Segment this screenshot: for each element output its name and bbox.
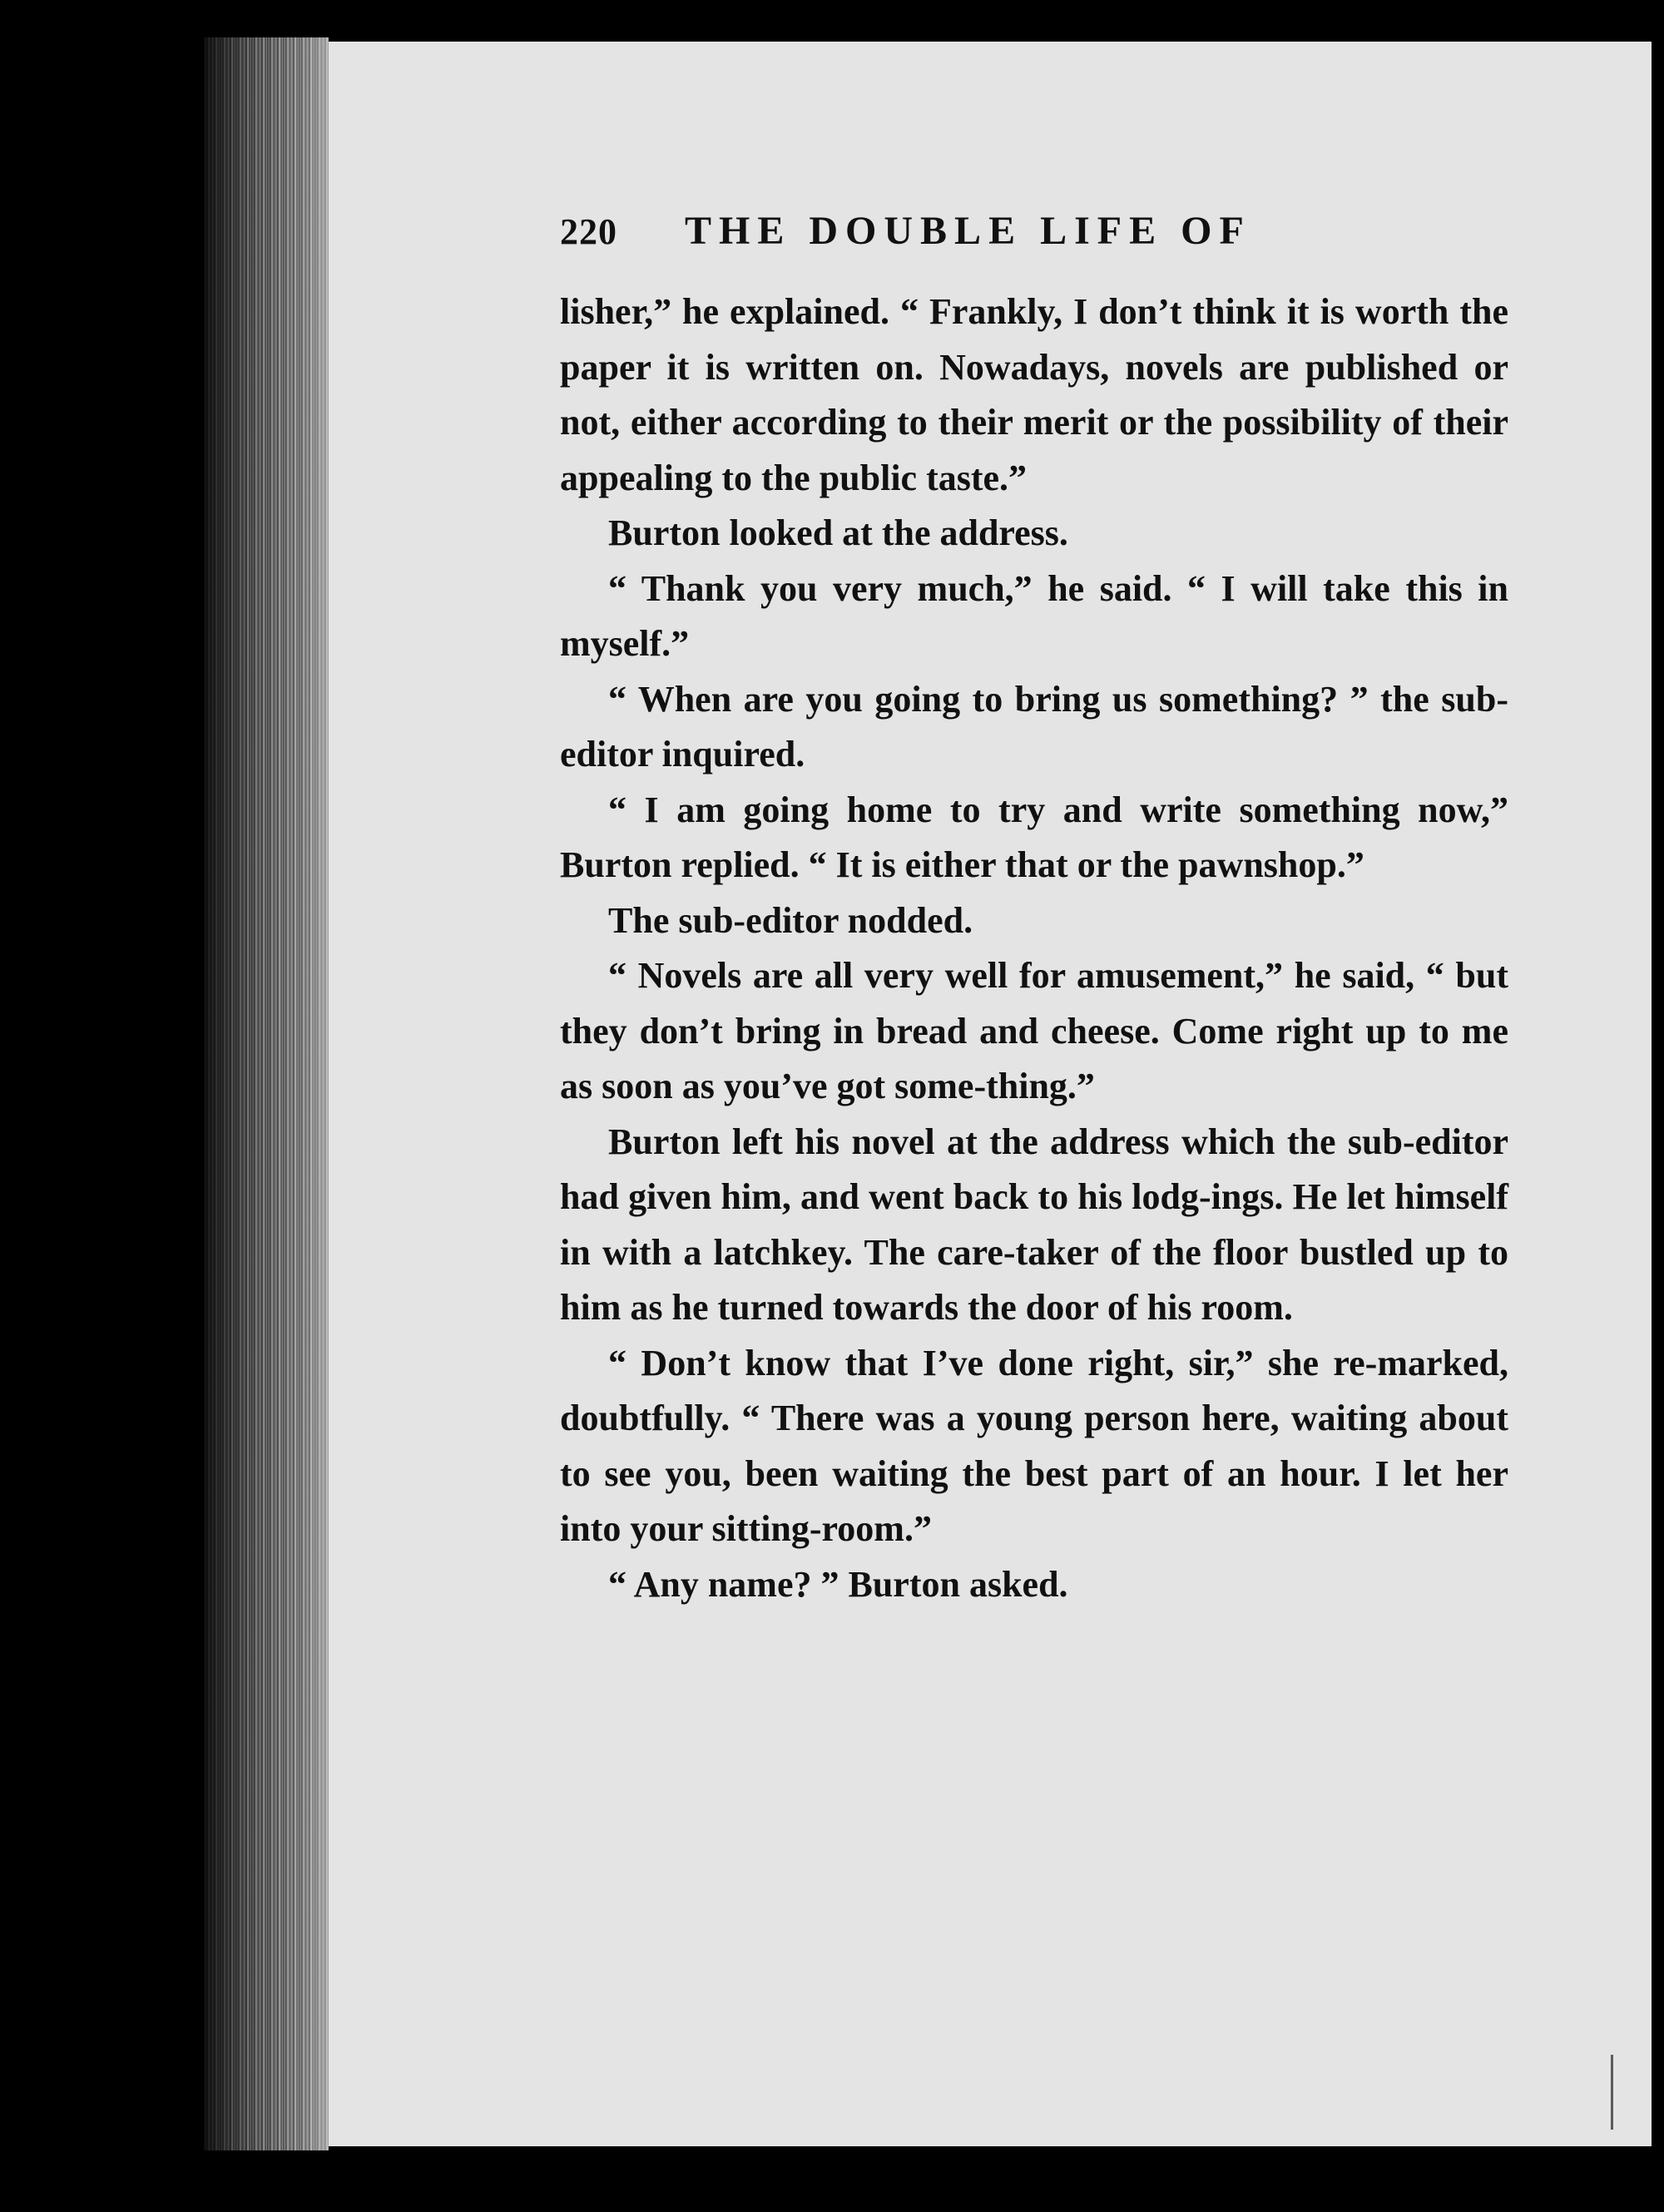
paragraph: The sub-editor nodded.	[608, 899, 973, 941]
book-page-edges	[204, 37, 329, 2150]
paragraph: “ Thank you very much,” he said. “ I will take this in myself.”	[560, 567, 1508, 664]
paragraph: “ Don’t know that I’ve done right, sir,” she re-marked, doubtfully. “ There was a young person here, waiting about to see you, been waiting the best part of an hour. I let her into your sitting-room.”	[560, 1342, 1508, 1549]
paragraph: “ When are you going to bring us something? ” the sub-editor inquired.	[560, 678, 1508, 774]
running-head	[560, 208, 1508, 285]
body-text	[560, 285, 1508, 1612]
paragraph: lisher,” he explained. “ Frankly, I don’t think it is worth the paper it is written on. Nowadays, novels are published or not, either according to their merit or the possibility of their appealing to the public taste.”	[560, 291, 1508, 498]
paragraph: “ Novels are all very well for amusement,” he said, “ but they don’t bring in bread and cheese. Come right up to me as soon as you’ve got some-thing.”	[560, 955, 1508, 1106]
page-content	[560, 208, 1508, 1612]
paragraph: “ I am going home to try and write something now,” Burton replied. “ It is either that or the pawnshop.”	[560, 789, 1508, 885]
scan-artifact-mark	[1611, 2055, 1618, 2130]
running-title: THE DOUBLE LIFE OF	[685, 209, 1251, 253]
book-page	[329, 42, 1652, 2146]
paragraph: “ Any name? ” Burton asked.	[608, 1563, 1068, 1605]
page-number: 220	[560, 211, 617, 252]
paragraph: Burton left his novel at the address which the sub-editor had given him, and went back to his lodg-ings. He let himself in with a latchkey. The care-taker of the floor bustled up to him as he turned towards the door of his room.	[560, 1121, 1508, 1328]
paragraph: Burton looked at the address.	[608, 512, 1068, 553]
